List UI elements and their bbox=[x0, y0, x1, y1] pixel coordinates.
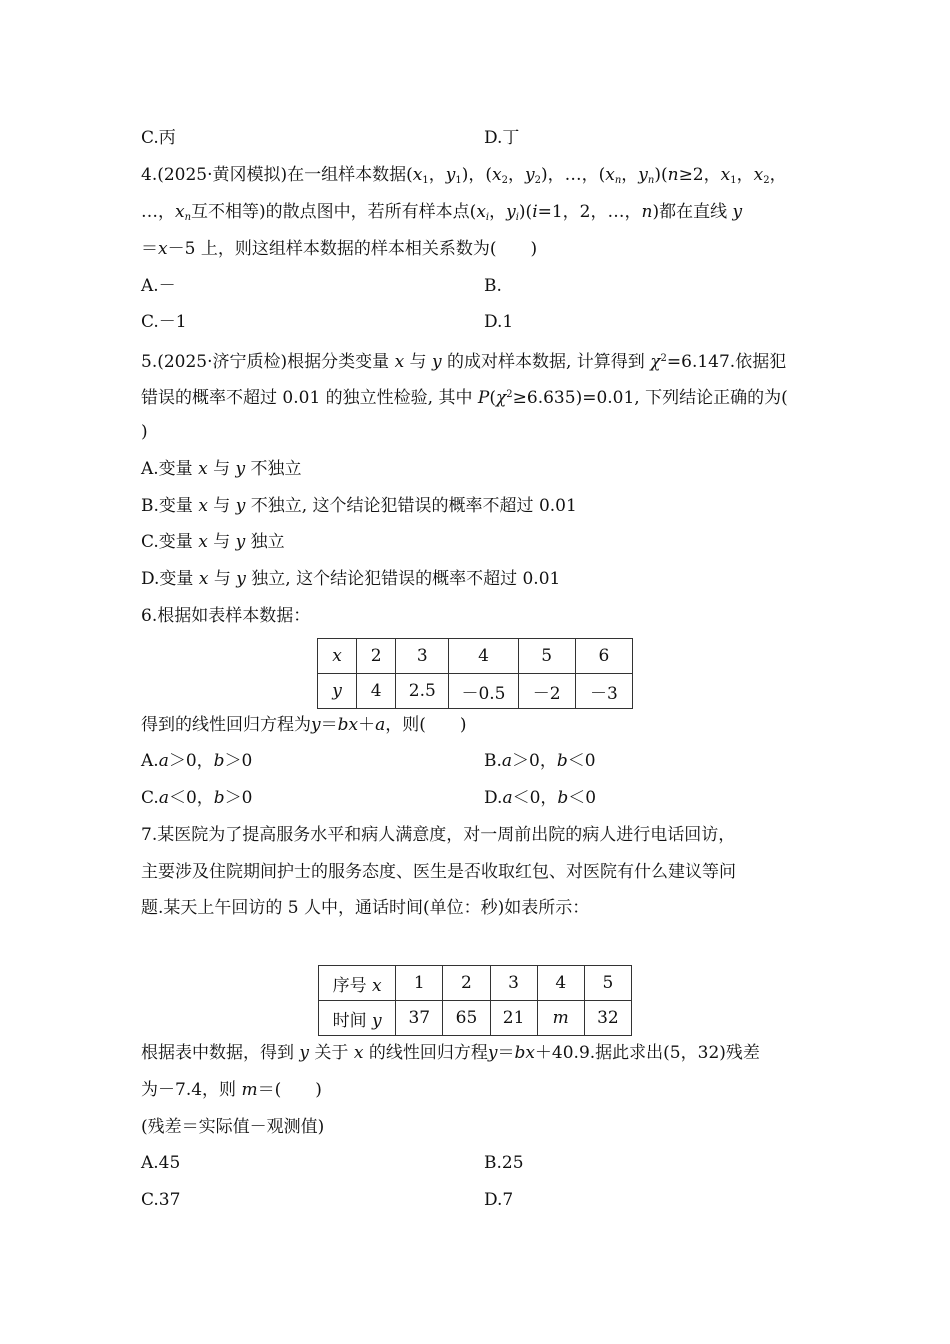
table-row: 序号 x 1 2 3 4 5 bbox=[319, 966, 632, 1001]
q3-option-c: C.丙 bbox=[141, 128, 176, 148]
q4-option-b: B. bbox=[484, 276, 502, 296]
q4-option-d: D.1 bbox=[484, 312, 514, 332]
q6-equation-line: 得到的线性回归方程为y＝bx＋a，则( ) bbox=[141, 715, 467, 735]
q6-option-b: B.a＞0，b＜0 bbox=[484, 751, 596, 771]
q7-option-c: C.37 bbox=[141, 1190, 181, 1210]
q7-equation-line: 根据表中数据，得到 y 关于 x 的线性回归方程y＝bx＋40.9.据此求出(5，32)残差 bbox=[141, 1043, 760, 1063]
q7-question-line: 为－7.4，则 m＝( ) bbox=[141, 1080, 322, 1100]
q6-data-table bbox=[317, 638, 633, 709]
table-row: y 4 2.5 －0.5 －2 －3 bbox=[318, 674, 633, 709]
q6-option-d: D.a＜0，b＜0 bbox=[484, 788, 597, 808]
q5-option-c: C.变量 x 与 y 独立 bbox=[141, 532, 285, 552]
q7-stem-line2: 主要涉及住院期间护士的服务态度、医生是否收取红包、对医院有什么建议等问 bbox=[141, 862, 736, 882]
q4-stem-line3: ＝x－5 上，则这组样本数据的样本相关系数为( ) bbox=[141, 239, 538, 259]
q3-option-d: D.丁 bbox=[484, 128, 520, 148]
q7-data-table bbox=[318, 965, 632, 1036]
q6-option-c: C.a＜0，b＞0 bbox=[141, 788, 253, 808]
q4-stem-line1: 4.(2025·黄冈模拟)在一组样本数据($x_1$，$y_1$)，($x_2$，$y_2$)，…，($x_n$，$y_n)(n\ge 2$，$x_1$，$x_2$， bbox=[141, 165, 787, 186]
q6-stem: 6.根据如表样本数据： bbox=[141, 606, 311, 626]
table-row: 时间 y 37 65 21 m 32 bbox=[319, 1001, 632, 1036]
q4-stem-line2: …，$x_n$互不相等)的散点图中，若所有样本点($x_i$，$y_i)(i=1$，2，…，n)都在直线 y bbox=[141, 202, 743, 223]
q5-stem-line1: 5.(2025·济宁质检)根据分类变量 x 与 y 的成对样本数据, 计算得到 $\chi^2=6.147$.依据犯 bbox=[141, 352, 787, 372]
q4-option-c: C.－1 bbox=[141, 312, 187, 332]
q6-option-a: A.a＞0，b＞0 bbox=[141, 751, 253, 771]
table-row: x 2 3 4 5 6 bbox=[318, 639, 633, 674]
q7-option-d: D.7 bbox=[484, 1190, 514, 1210]
q4-option-a: A.－ bbox=[141, 276, 176, 296]
q5-option-b: B.变量 x 与 y 不独立, 这个结论犯错误的概率不超过 0.01 bbox=[141, 496, 577, 516]
q7-stem-line3: 题.某天上午回访的 5 人中，通话时间(单位：秒)如表所示： bbox=[141, 898, 590, 918]
q5-stem-line2: 错误的概率不超过 0.01 的独立性检验, 其中 $P(\chi^2\ge 6.635)=0.01$, 下列结论正确的为( bbox=[141, 388, 788, 408]
q7-stem-line1: 7.某医院为了提高服务水平和病人满意度，对一周前出院的病人进行电话回访， bbox=[141, 825, 736, 845]
q5-stem-line3: ) bbox=[141, 422, 148, 442]
q5-option-d: D.变量 x 与 y 独立, 这个结论犯错误的概率不超过 0.01 bbox=[141, 569, 561, 589]
q5-option-a: A.变量 x 与 y 不独立 bbox=[141, 459, 302, 479]
q7-option-b: B.25 bbox=[484, 1153, 524, 1173]
q7-note: (残差＝实际值－观测值) bbox=[141, 1117, 325, 1137]
q7-option-a: A.45 bbox=[141, 1153, 181, 1173]
